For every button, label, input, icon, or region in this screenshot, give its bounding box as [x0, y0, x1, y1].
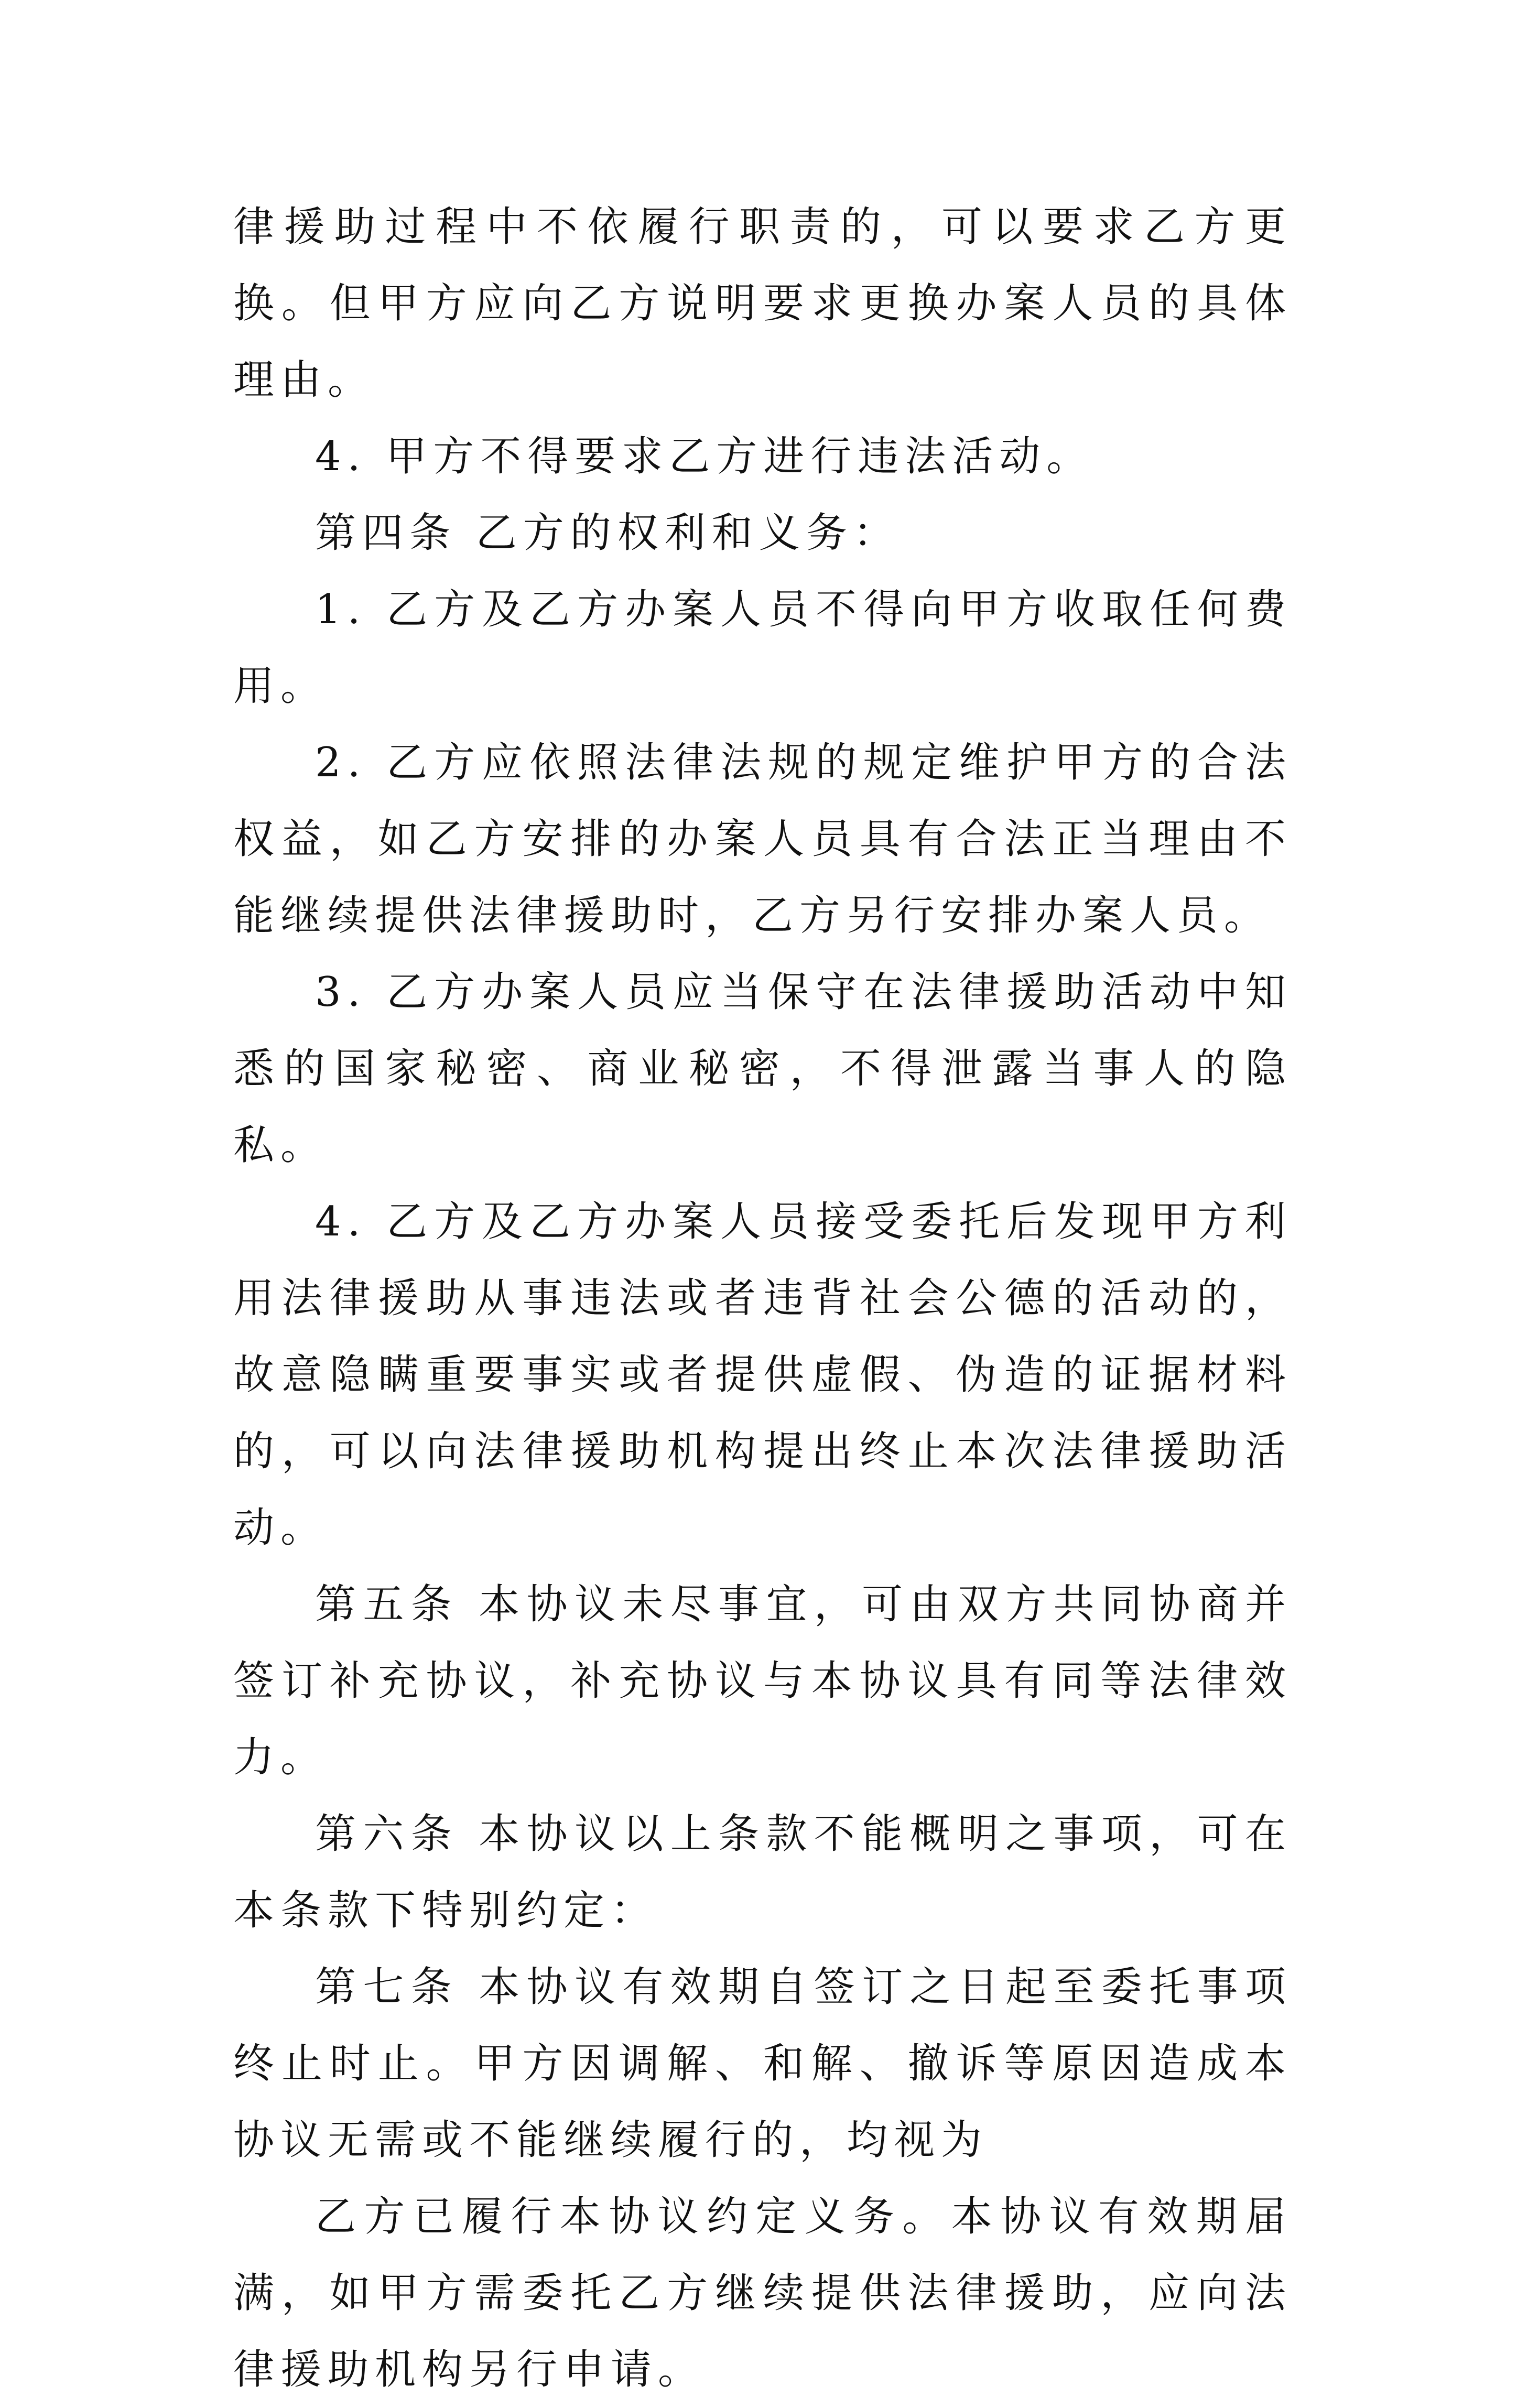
paragraph-party-b-item-2: 2. 乙方应依照法律法规的规定维护甲方的合法权益，如乙方安排的办案人员具有合法正当理由不能继续提供法律援助时，乙方另行安排办案人员。: [233, 739, 1292, 939]
paragraph-party-b-item-3: 3. 乙方办案人员应当保守在法律援助活动中知悉的国家秘密、商业秘密，不得泄露当事人的隐私。: [233, 969, 1292, 1169]
paragraph-article-7: 第七条 本协议有效期自签订之日起至委托事项终止时止。甲方因调解、和解、撤诉等原因造成本协议无需或不能继续履行的，均视为: [233, 1964, 1292, 2164]
paragraph-party-b-item-1: 1. 乙方及乙方办案人员不得向甲方收取任何费用。: [233, 586, 1292, 710]
paragraph-party-a-item-4: 4. 甲方不得要求乙方进行违法活动。: [315, 433, 1094, 480]
paragraph-party-b-item-4: 4. 乙方及乙方办案人员接受委托后发现甲方利用法律援助从事违法或者违背社会公德的活动的，故意隐瞒重要事实或者提供虚假、伪造的证据材料的，可以向法律援助机构提出终止本次法律援助活动。: [233, 1198, 1292, 1552]
paragraph-article-6: 第六条 本协议以上条款不能概明之事项，可在本条款下特别约定：: [233, 1810, 1292, 1934]
paragraph-article-7-continued: 乙方已履行本协议约定义务。本协议有效期届满，如甲方需委托乙方继续提供法律援助，应向法律援助机构另行申请。: [233, 2193, 1292, 2393]
paragraph-article-5: 第五条 本协议未尽事宜，可由双方共同协商并签订补充协议，补充协议与本协议具有同等法律效力。: [233, 1581, 1292, 1781]
paragraph-continued: 律援助过程中不依履行职责的，可以要求乙方更换。但甲方应向乙方说明要求更换办案人员的具体理由。: [233, 203, 1292, 404]
document-body: [233, 189, 1292, 2408]
paragraph-article-4-heading: 第四条 乙方的权利和义务：: [315, 509, 901, 557]
